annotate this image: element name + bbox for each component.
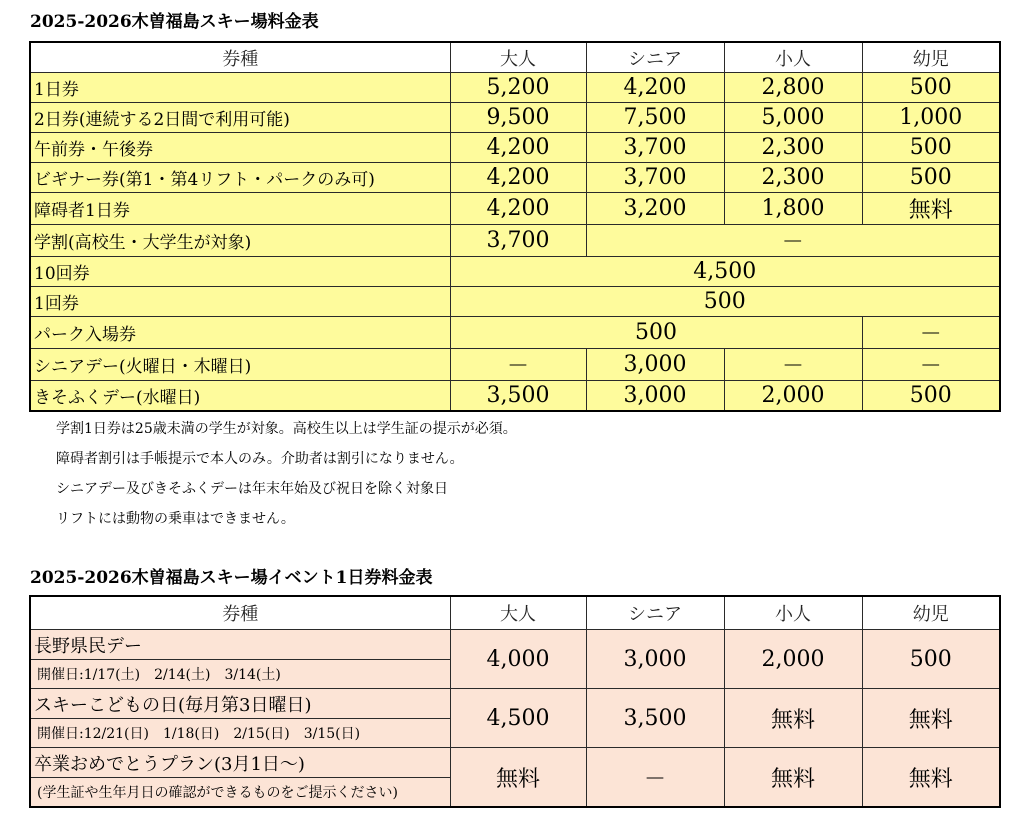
table-row — [30, 225, 1000, 257]
table-row — [30, 381, 1000, 412]
header-child: 小人 — [724, 596, 862, 630]
price-infant: 500 — [862, 133, 1000, 163]
header-ticket-type: 券種 — [30, 42, 450, 73]
table-row — [30, 689, 1000, 719]
note-line: シニアデー及びきそふくデーは年末年始及び祝日を除く対象日 — [56, 481, 448, 497]
price-senior: 3,000 — [586, 381, 724, 412]
ticket-label: 午前券・午後券 — [30, 133, 450, 163]
event-table-title: 2025-2026木曽福島スキー場イベント1日券料金表 — [30, 568, 433, 588]
event-note: (学生証や生年月日の確認ができるものをご提示ください) — [30, 778, 450, 808]
price-adult: 3,500 — [450, 381, 586, 412]
table-row — [30, 748, 1000, 778]
table-row — [30, 287, 1000, 317]
ticket-label: 障碍者1日券 — [30, 193, 450, 225]
ticket-label: シニアデー(火曜日・木曜日) — [30, 349, 450, 381]
price-senior: 3,700 — [586, 163, 724, 193]
table-row — [30, 133, 1000, 163]
table-row — [30, 630, 1000, 660]
price-senior: 3,000 — [586, 630, 724, 689]
note-line: 障碍者割引は手帳提示で本人のみ。介助者は割引になりません。 — [56, 451, 464, 467]
price-infant: 無料 — [862, 689, 1000, 748]
note-line: 学割1日券は25歳未満の学生が対象。高校生以上は学生証の提示が必須。 — [56, 421, 517, 437]
ticket-label: パーク入場券 — [30, 317, 450, 349]
header-infant: 幼児 — [862, 596, 1000, 630]
ticket-label: 1回券 — [30, 287, 450, 317]
price-adult: 4,200 — [450, 193, 586, 225]
event-dates: 開催日:12/21(日) 1/18(日) 2/15(日) 3/15(日) — [30, 719, 450, 748]
price-child: － — [724, 349, 862, 381]
price-child: 2,000 — [724, 630, 862, 689]
price-all: 500 — [450, 287, 1000, 317]
price-all: 4,500 — [450, 257, 1000, 287]
price-child: 5,000 — [724, 103, 862, 133]
table-row — [30, 73, 1000, 103]
price-table-title: 2025-2026木曽福島スキー場料金表 — [30, 12, 319, 32]
price-child: 無料 — [724, 689, 862, 748]
price-adult: 9,500 — [450, 103, 586, 133]
ticket-label: きそふくデー(水曜日) — [30, 381, 450, 412]
ticket-label: ビギナー券(第1・第4リフト・パークのみ可) — [30, 163, 450, 193]
price-adult: 4,200 — [450, 163, 586, 193]
ticket-label: 10回券 — [30, 257, 450, 287]
price-senior: 7,500 — [586, 103, 724, 133]
price-senior: 3,200 — [586, 193, 724, 225]
ticket-label: 学割(高校生・大学生が対象) — [30, 225, 450, 257]
event-price-table — [29, 595, 1001, 808]
header-infant: 幼児 — [862, 42, 1000, 73]
price-infant: 無料 — [862, 748, 1000, 808]
note-line: リフトには動物の乗車はできません。 — [56, 511, 295, 527]
price-infant: 500 — [862, 163, 1000, 193]
table-row — [30, 257, 1000, 287]
price-senior: － — [586, 748, 724, 808]
notes — [56, 414, 517, 534]
table-header-row — [30, 596, 1000, 630]
event-label: スキーこどもの日(毎月第3日曜日) — [30, 689, 450, 719]
ticket-label: 2日券(連続する2日間で利用可能) — [30, 103, 450, 133]
header-senior: シニア — [586, 42, 724, 73]
price-adult: 4,500 — [450, 689, 586, 748]
price-senior: 3,700 — [586, 133, 724, 163]
table-row — [30, 163, 1000, 193]
price-child: 1,800 — [724, 193, 862, 225]
price-adult: 3,700 — [450, 225, 586, 257]
price-infant: 500 — [862, 381, 1000, 412]
ticket-label: 1日券 — [30, 73, 450, 103]
header-senior: シニア — [586, 596, 724, 630]
event-label: 卒業おめでとうプラン(3月1日～) — [30, 748, 450, 778]
price-child: 2,300 — [724, 133, 862, 163]
table-row — [30, 193, 1000, 225]
price-infant: 500 — [862, 73, 1000, 103]
price-senior: 3,500 — [586, 689, 724, 748]
price-adult: 4,200 — [450, 133, 586, 163]
price-child: 2,000 — [724, 381, 862, 412]
table-header-row — [30, 42, 1000, 73]
price-child: 無料 — [724, 748, 862, 808]
price-table — [29, 41, 1001, 412]
price-adult: 5,200 — [450, 73, 586, 103]
header-child: 小人 — [724, 42, 862, 73]
table-row — [30, 349, 1000, 381]
header-adult: 大人 — [450, 596, 586, 630]
price-child: 2,300 — [724, 163, 862, 193]
price-infant: 1,000 — [862, 103, 1000, 133]
price-not-applicable: － — [586, 225, 1000, 257]
header-ticket-type: 券種 — [30, 596, 450, 630]
price-infant: － — [862, 349, 1000, 381]
price-adult: 4,000 — [450, 630, 586, 689]
event-dates: 開催日:1/17(土) 2/14(土) 3/14(土) — [30, 660, 450, 689]
table-row — [30, 103, 1000, 133]
price-senior: 3,000 — [586, 349, 724, 381]
price-adult: － — [450, 349, 586, 381]
price-infant: 無料 — [862, 193, 1000, 225]
table-row — [30, 317, 1000, 349]
header-adult: 大人 — [450, 42, 586, 73]
price-infant: 500 — [862, 630, 1000, 689]
price-infant: － — [862, 317, 1000, 349]
price-adult-senior-child: 500 — [450, 317, 862, 349]
price-adult: 無料 — [450, 748, 586, 808]
event-label: 長野県民デー — [30, 630, 450, 660]
price-child: 2,800 — [724, 73, 862, 103]
price-senior: 4,200 — [586, 73, 724, 103]
